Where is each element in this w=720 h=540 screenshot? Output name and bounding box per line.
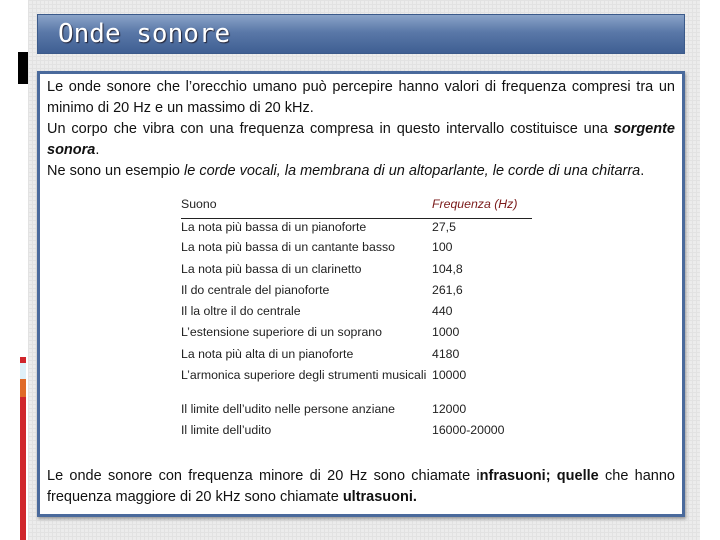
- decor-orange-bar: [20, 379, 26, 397]
- table-row: [181, 282, 532, 303]
- slide-title-bar: [37, 14, 685, 54]
- header-frequency: Frequenza (Hz): [432, 196, 532, 218]
- sound-cell: La nota più bassa di un pianoforte: [181, 219, 367, 234]
- table-row: [181, 422, 532, 443]
- intro-p2-end: .: [95, 142, 100, 158]
- frequency-cell: 261,6: [432, 282, 463, 297]
- table-row: [181, 218, 532, 239]
- table-row: [181, 261, 532, 282]
- frequency-cell: 27,5: [432, 219, 456, 234]
- sound-cell: Il la oltre il do centrale: [181, 304, 301, 319]
- table-row: [181, 239, 532, 260]
- sound-cell: Il limite dell’udito nelle persone anziane: [181, 402, 395, 417]
- sound-cell: L’estensione superiore di un soprano: [181, 325, 382, 340]
- sound-cell: La nota più bassa di un cantante basso: [181, 240, 395, 255]
- frequency-cell: 4180: [432, 346, 460, 361]
- frequency-cell: 10000: [432, 368, 467, 383]
- frequency-table: [181, 196, 532, 444]
- frequency-cell: 440: [432, 304, 453, 319]
- table-row: [181, 401, 532, 422]
- frequency-cell: 1000: [432, 325, 460, 340]
- header-sound: Suono: [181, 196, 432, 218]
- intro-p3: Ne sono un esempio: [47, 163, 185, 179]
- intro-p2-emph: sorgente sonora: [47, 121, 675, 158]
- decor-black-bar: [18, 52, 28, 84]
- sound-cell: La nota più alta di un pianoforte: [181, 346, 354, 361]
- frequency-cell: 16000-20000: [432, 423, 505, 438]
- intro-p2: Un corpo che vibra con una frequenza compresa in questo intervallo costituisce una: [47, 121, 614, 137]
- intro-p3-end: .: [640, 163, 645, 179]
- table-row: [181, 303, 532, 324]
- sound-cell: L’armonica superiore degli strumenti musicali: [181, 368, 427, 383]
- intro-p1: Le onde sonore che l’orecchio umano può percepire hanno valori di frequenza compresi tra un minimo di 20 Hz e un massimo di 20 kHz.: [47, 79, 675, 116]
- table-row: [181, 367, 532, 401]
- outro-ultrasuoni: ultrasuoni.: [342, 489, 417, 505]
- intro-p3-emph: le corde vocali, la membrana di un altoparlante, le corde di una chitarra: [184, 163, 641, 179]
- table-row: [181, 346, 532, 367]
- frequency-cell: 100: [432, 240, 453, 255]
- outro-c: che hanno frequenza maggiore di 20 kHz sono chiamate: [47, 468, 675, 505]
- outro-a: Le onde sonore con frequenza minore di 20 Hz sono chiamate i: [47, 468, 480, 484]
- intro-text: [47, 77, 675, 182]
- decor-light-bar: [20, 363, 26, 379]
- outro-infrasuoni: nfrasuoni; quelle: [479, 468, 599, 484]
- content-box: [37, 71, 685, 517]
- frequency-cell: 12000: [432, 402, 467, 417]
- outro-text: [47, 466, 675, 508]
- sound-cell: Il do centrale del pianoforte: [181, 282, 330, 297]
- slide-title: Onde sonore: [58, 19, 231, 49]
- table-row: [181, 324, 532, 345]
- sound-cell: La nota più bassa di un clarinetto: [181, 261, 362, 276]
- sound-cell: Il limite dell’udito: [181, 423, 272, 438]
- frequency-cell: 104,8: [432, 261, 463, 276]
